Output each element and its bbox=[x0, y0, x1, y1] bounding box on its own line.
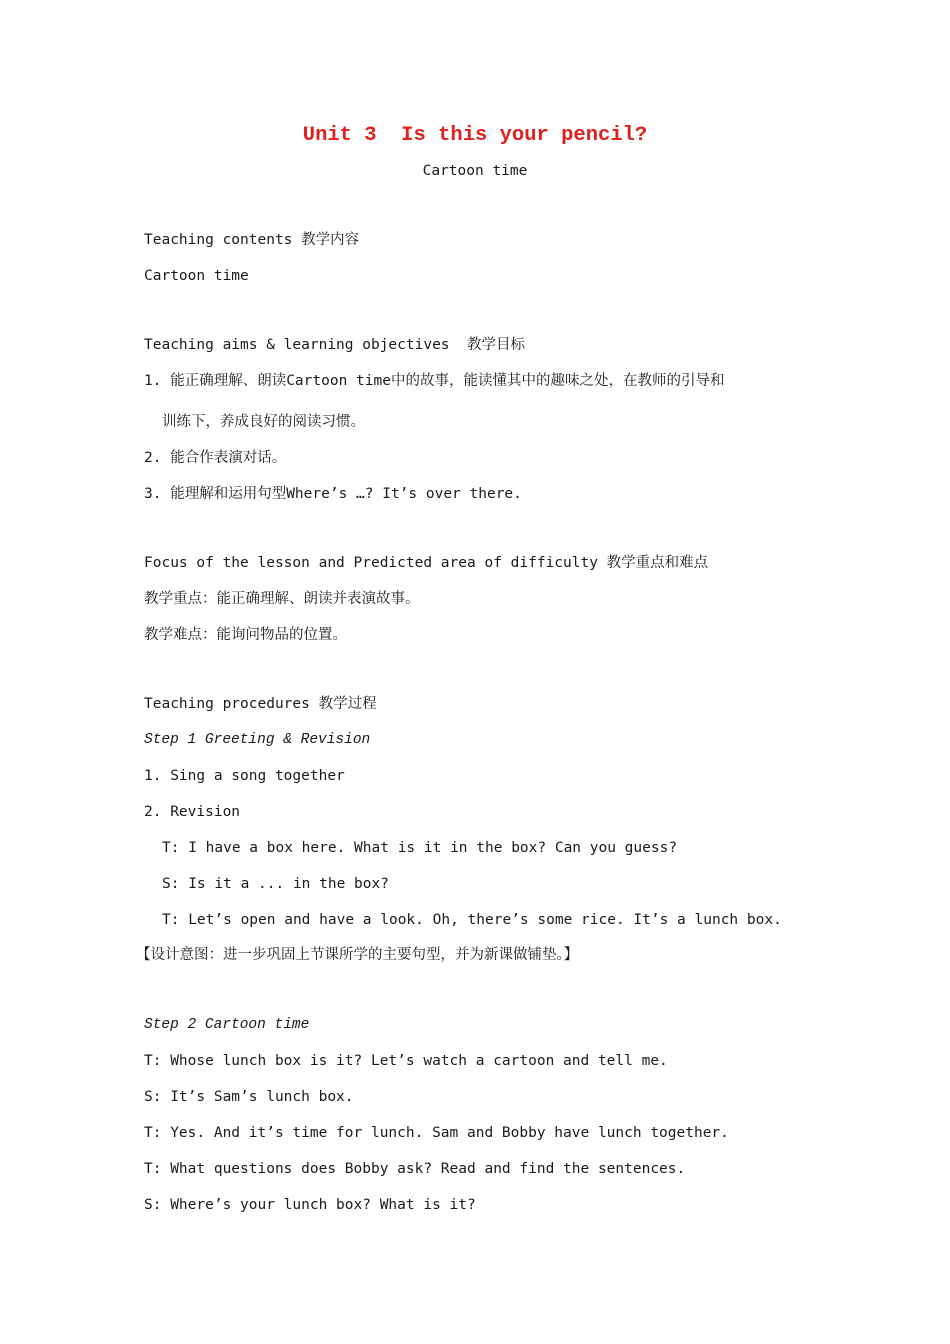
step1-item-1: 1. Sing a song together bbox=[144, 768, 345, 784]
focus-heading: Focus of the lesson and Predicted area of difficulty 教学重点和难点 bbox=[144, 555, 709, 571]
aims-item-2: 2. 能合作表演对话。 bbox=[144, 450, 287, 466]
step1-dialogue-s1: S: Is it a ... in the box? bbox=[162, 876, 389, 892]
step1-item-2: 2. Revision bbox=[144, 804, 241, 820]
focus-difficulty: 教学难点：能询问物品的位置。 bbox=[144, 627, 347, 643]
procedures-heading: Teaching procedures 教学过程 bbox=[144, 696, 377, 712]
document-subtitle: Cartoon time bbox=[422, 163, 528, 179]
focus-key-point: 教学重点：能正确理解、朗读并表演故事。 bbox=[144, 591, 420, 607]
step2-line-1: T: Whose lunch box is it? Let’s watch a cartoon and tell me. bbox=[144, 1053, 668, 1069]
step1-dialogue-t2: T: Let’s open and have a look. Oh, there’s some rice. It’s a lunch box. bbox=[162, 912, 782, 928]
aims-heading: Teaching aims & learning objectives 教学目标 bbox=[144, 337, 525, 353]
step1-title: Step 1 Greeting & Revision bbox=[144, 732, 371, 748]
aims-item-1-continued: 训练下，养成良好的阅读习惯。 bbox=[162, 414, 365, 430]
contents-body: Cartoon time bbox=[144, 268, 249, 284]
step2-line-3: T: Yes. And it’s time for lunch. Sam and Bobby have lunch together. bbox=[144, 1125, 729, 1141]
step2-line-2: S: It’s Sam’s lunch box. bbox=[144, 1089, 354, 1105]
document-title: Unit 3 Is this your pencil? bbox=[302, 124, 648, 147]
step1-dialogue-t1: T: I have a box here. What is it in the box? Can you guess? bbox=[162, 840, 678, 856]
aims-item-1: 1. 能正确理解、朗读Cartoon time中的故事，能读懂其中的趣味之处，在教师的引导和 bbox=[144, 373, 725, 389]
step2-line-4: T: What questions does Bobby ask? Read and find the sentences. bbox=[144, 1161, 686, 1177]
aims-item-3: 3. 能理解和运用句型Where’s …? It’s over there. bbox=[144, 486, 522, 502]
step2-line-5: S: Where’s your lunch box? What is it? bbox=[144, 1197, 476, 1213]
step1-design-note: 【设计意图：进一步巩固上节课所学的主要句型，并为新课做铺垫。】 bbox=[136, 947, 579, 963]
contents-heading: Teaching contents 教学内容 bbox=[144, 232, 360, 248]
step2-title: Step 2 Cartoon time bbox=[144, 1017, 310, 1033]
